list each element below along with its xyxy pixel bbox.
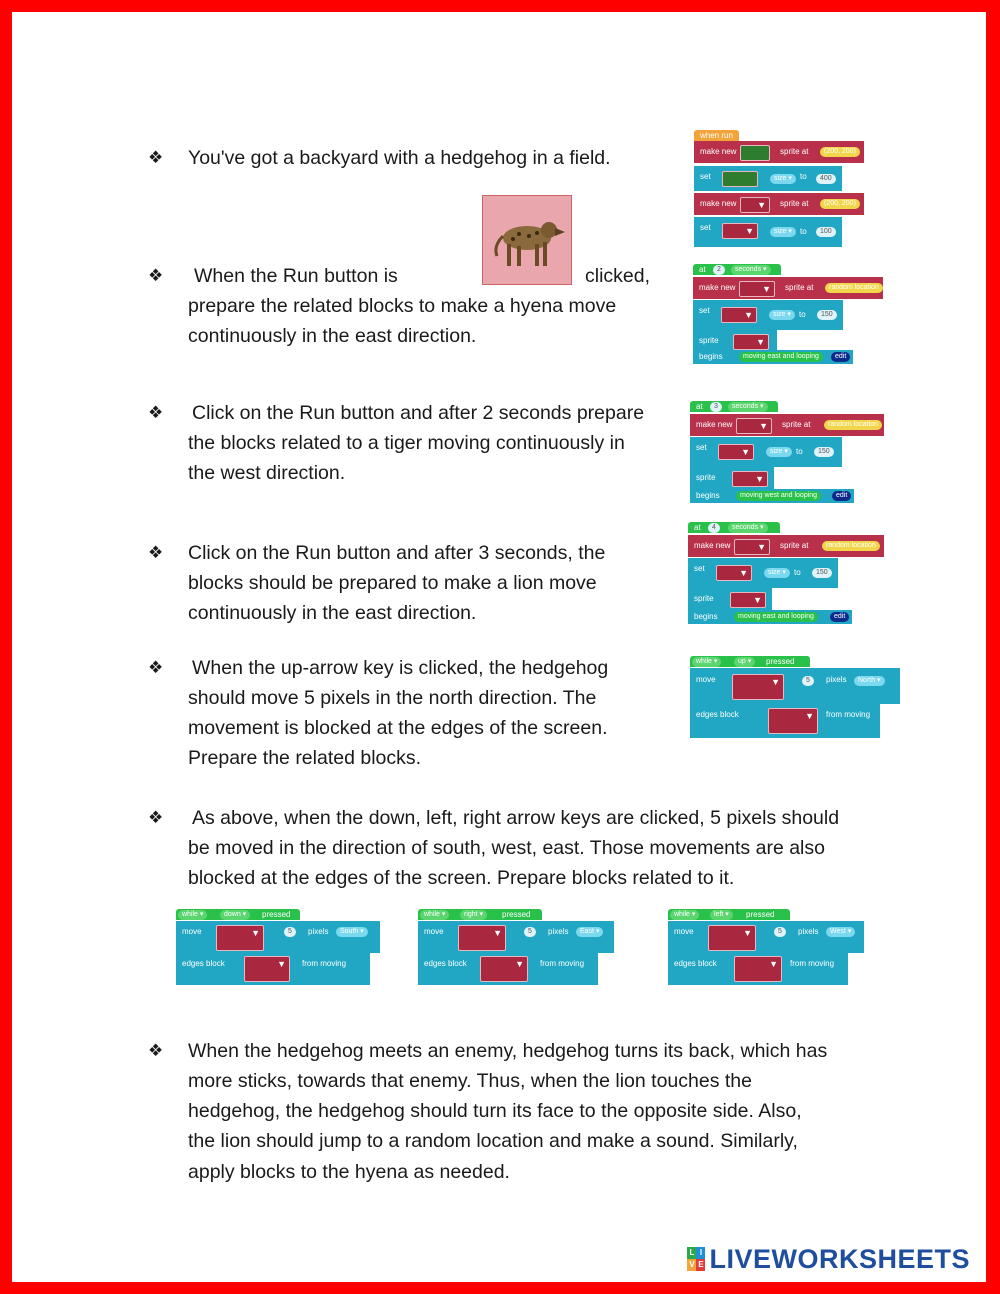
- sprite-slot: [733, 334, 769, 350]
- instruction-line: apply blocks to the hyena as needed.: [188, 1161, 510, 1183]
- while-down-blocks-image: [176, 909, 380, 989]
- block-text: begins: [694, 612, 718, 621]
- logo-letter: I: [696, 1247, 705, 1259]
- block-text: make new: [700, 147, 737, 156]
- at-seconds-blocks-image-lion: [688, 522, 884, 626]
- block-row: [694, 217, 842, 247]
- block-text: begins: [696, 491, 720, 500]
- edit-button: edit: [831, 352, 850, 362]
- block-value: while ▾: [420, 910, 449, 920]
- at-seconds-blocks-image-tiger: [690, 401, 884, 505]
- block-text: set: [700, 223, 711, 232]
- block-value: 150: [812, 568, 832, 578]
- block-value: size ▾: [770, 174, 796, 184]
- block-row: [688, 610, 852, 624]
- block-row: [176, 921, 380, 953]
- sprite-slot: [722, 171, 758, 187]
- block-text: to: [799, 310, 806, 319]
- block-value: 5: [524, 927, 536, 937]
- logo-letter: V: [689, 1260, 695, 1269]
- instruction-line: When the Run button is: [194, 265, 398, 287]
- block-value: moving east and looping: [739, 352, 823, 362]
- block-row: [690, 668, 900, 704]
- block-row: [668, 921, 864, 953]
- hyena-icon: [489, 206, 567, 276]
- block-value: (200, 200): [820, 199, 860, 209]
- block-value: random location: [825, 283, 883, 293]
- sprite-slot: [216, 925, 264, 951]
- while-left-blocks-image: [668, 909, 864, 989]
- sprite-slot: [722, 223, 758, 239]
- block-text: from moving: [540, 959, 585, 968]
- block-text: set: [699, 306, 710, 315]
- block-text: pressed: [746, 910, 775, 919]
- logo-text: LIVEWORKSHEETS: [709, 1243, 970, 1274]
- block-text: from moving: [826, 710, 871, 719]
- instruction-line: Click on the Run button and after 2 seconds prepare: [192, 402, 645, 424]
- instruction-line: Click on the Run button and after 3 seconds, the: [188, 542, 606, 564]
- block-hat: [690, 656, 810, 667]
- bullet-icon: ❖: [148, 658, 164, 677]
- instruction-line: When the hedgehog meets an enemy, hedgehog turns its back, which has: [188, 1040, 828, 1062]
- hyena-image: [482, 195, 572, 285]
- sprite-slot: [708, 925, 756, 951]
- bullet-icon: ❖: [148, 808, 164, 827]
- sprite-slot: [730, 592, 766, 608]
- block-value: 5: [284, 927, 296, 937]
- instruction-line: blocks should be prepared to make a lion move: [188, 572, 597, 594]
- block-text: pressed: [502, 910, 531, 919]
- block-hat: [690, 401, 778, 412]
- instruction-line: When the up-arrow key is clicked, the hedgehog: [192, 657, 609, 679]
- block-text: set: [694, 564, 705, 573]
- block-text: pressed: [766, 657, 795, 666]
- block-row: [688, 588, 772, 610]
- block-hat: when run: [694, 130, 739, 141]
- sprite-slot: [732, 471, 768, 487]
- block-value: right ▾: [460, 910, 487, 920]
- block-text: at: [699, 265, 706, 274]
- sprite-slot: [740, 145, 770, 161]
- block-hat: [668, 909, 790, 920]
- block-text: sprite at: [780, 541, 809, 550]
- instruction-line: more sticks, towards that enemy. Thus, when the lion touches the: [188, 1070, 752, 1092]
- sprite-slot: [244, 956, 290, 982]
- block-text: set: [696, 443, 707, 452]
- block-row: [176, 953, 370, 985]
- sprite-slot: [768, 708, 818, 734]
- block-text: to: [794, 568, 801, 577]
- block-value: size ▾: [764, 568, 790, 578]
- sprite-slot: [734, 956, 782, 982]
- instruction-line: blocked at the edges of the screen. Prepare blocks related to it.: [188, 867, 735, 889]
- block-row: [693, 300, 843, 330]
- block-text: sprite at: [785, 283, 814, 292]
- block-row: [690, 704, 880, 738]
- block-value: North ▾: [854, 676, 885, 686]
- block-text: move: [696, 675, 716, 684]
- block-value: 4: [708, 523, 720, 533]
- block-text: move: [674, 927, 694, 936]
- bullet-icon: ❖: [148, 543, 164, 562]
- sprite-slot: [740, 197, 770, 213]
- block-hat: [693, 264, 781, 275]
- block-value: seconds ▾: [731, 265, 771, 275]
- sprite-slot: [480, 956, 528, 982]
- instruction-line: As above, when the down, left, right arrow keys are clicked, 5 pixels should: [192, 807, 840, 829]
- sprite-slot: [458, 925, 506, 951]
- block-row: [693, 277, 883, 299]
- sprite-slot: [721, 307, 757, 323]
- block-text: at: [694, 523, 701, 532]
- block-value: 5: [802, 676, 814, 686]
- block-text: begins: [699, 352, 723, 361]
- block-value: South ▾: [336, 927, 368, 937]
- block-text: edges block: [182, 959, 225, 968]
- block-text: make new: [696, 420, 733, 429]
- block-value: up ▾: [734, 657, 755, 667]
- sprite-slot: [736, 418, 772, 434]
- block-text: edges block: [696, 710, 739, 719]
- block-text: to: [800, 227, 807, 236]
- block-text: from moving: [302, 959, 347, 968]
- block-text: make new: [700, 199, 737, 208]
- block-hat: [418, 909, 542, 920]
- block-text: move: [424, 927, 444, 936]
- block-text: at: [696, 402, 703, 411]
- block-row: [690, 489, 854, 503]
- block-value: moving east and looping: [734, 612, 818, 622]
- block-value: 3: [710, 402, 722, 412]
- sprite-slot: [732, 674, 784, 700]
- block-text: pixels: [548, 927, 569, 936]
- block-value: size ▾: [769, 310, 795, 320]
- block-row: [694, 141, 864, 163]
- live-logo-icon: [687, 1247, 705, 1271]
- block-text: move: [182, 927, 202, 936]
- instruction-line-tail: clicked,: [585, 265, 651, 287]
- block-value: size ▾: [770, 227, 796, 237]
- block-value: while ▾: [178, 910, 207, 920]
- block-row: [688, 535, 884, 557]
- when-run-blocks-image: [694, 130, 864, 254]
- sprite-slot: [718, 444, 754, 460]
- instruction-line: You've got a backyard with a hedgehog in a field.: [188, 147, 611, 169]
- block-text: sprite at: [782, 420, 811, 429]
- block-text: to: [800, 172, 807, 181]
- bullet-icon: ❖: [148, 266, 164, 285]
- block-text: make new: [694, 541, 731, 550]
- block-text: sprite: [699, 336, 719, 345]
- while-right-blocks-image: [418, 909, 614, 989]
- logo-letter: L: [687, 1247, 696, 1259]
- block-text: sprite at: [780, 147, 809, 156]
- logo-letter: E: [698, 1260, 704, 1269]
- block-text: sprite: [696, 473, 716, 482]
- liveworksheets-logo: [687, 1243, 970, 1274]
- edit-button: edit: [830, 612, 849, 622]
- block-text: edges block: [674, 959, 717, 968]
- block-value: left ▾: [710, 910, 733, 920]
- at-seconds-blocks-image-hyena: [693, 264, 883, 366]
- instruction-line: continuously in the east direction.: [188, 325, 477, 347]
- block-hat: [176, 909, 300, 920]
- block-text: to: [796, 447, 803, 456]
- sprite-slot: [716, 565, 752, 581]
- block-value: 2: [713, 265, 725, 275]
- block-text: pixels: [826, 675, 847, 684]
- instruction-line: the west direction.: [188, 462, 346, 484]
- block-row: [418, 953, 598, 985]
- instruction-line: be moved in the direction of south, west, east. Those movements are also: [188, 837, 825, 859]
- instruction-line: should move 5 pixels in the north direction. The: [188, 687, 597, 709]
- instruction-line: hedgehog, the hedgehog should turn its face to the opposite side. Also,: [188, 1100, 802, 1122]
- block-text: sprite at: [780, 199, 809, 208]
- block-text: pixels: [798, 927, 819, 936]
- block-row: [690, 437, 842, 467]
- block-value: moving west and looping: [736, 491, 821, 501]
- block-row: [690, 414, 884, 436]
- block-value: 150: [817, 310, 837, 320]
- block-text: make new: [699, 283, 736, 292]
- block-row: [668, 953, 848, 985]
- block-row: [690, 467, 774, 489]
- instruction-line: prepare the related blocks to make a hyena move: [188, 295, 617, 317]
- block-value: 100: [816, 227, 836, 237]
- block-value: size ▾: [766, 447, 792, 457]
- block-text: edges block: [424, 959, 467, 968]
- block-value: 150: [814, 447, 834, 457]
- block-row: [693, 330, 777, 352]
- instruction-line: the lion should jump to a random location and make a sound. Similarly,: [188, 1130, 798, 1152]
- instruction-line: continuously in the east direction.: [188, 602, 477, 624]
- instruction-line: the blocks related to a tiger moving continuously in: [188, 432, 625, 454]
- block-row: [418, 921, 614, 953]
- block-value: random location: [822, 541, 880, 551]
- bullet-icon: ❖: [148, 148, 164, 167]
- sprite-slot: [734, 539, 770, 555]
- bullet-icon: ❖: [148, 403, 164, 422]
- block-value: seconds ▾: [728, 402, 768, 412]
- block-row: [688, 558, 838, 588]
- block-value: 400: [816, 174, 836, 184]
- block-row: [694, 193, 864, 215]
- block-text: from moving: [790, 959, 835, 968]
- block-value: 5: [774, 927, 786, 937]
- block-text: pixels: [308, 927, 329, 936]
- bullet-icon: ❖: [148, 1041, 164, 1060]
- block-value: while ▾: [670, 910, 699, 920]
- block-text: set: [700, 172, 711, 181]
- sprite-slot: [739, 281, 775, 297]
- while-up-blocks-image: [690, 656, 900, 742]
- block-value: West ▾: [826, 927, 855, 937]
- block-value: down ▾: [220, 910, 250, 920]
- block-value: seconds ▾: [728, 523, 768, 533]
- edit-button: edit: [832, 491, 851, 501]
- block-row: [693, 350, 853, 364]
- block-value: while ▾: [692, 657, 721, 667]
- block-text: pressed: [262, 910, 291, 919]
- block-row: [694, 166, 842, 191]
- instruction-line: movement is blocked at the edges of the screen.: [188, 717, 608, 739]
- block-value: East ▾: [576, 927, 603, 937]
- instruction-line: Prepare the related blocks.: [188, 747, 422, 769]
- block-text: sprite: [694, 594, 714, 603]
- block-hat: [688, 522, 780, 533]
- block-value: (200, 200): [820, 147, 860, 157]
- block-value: random location: [824, 420, 882, 430]
